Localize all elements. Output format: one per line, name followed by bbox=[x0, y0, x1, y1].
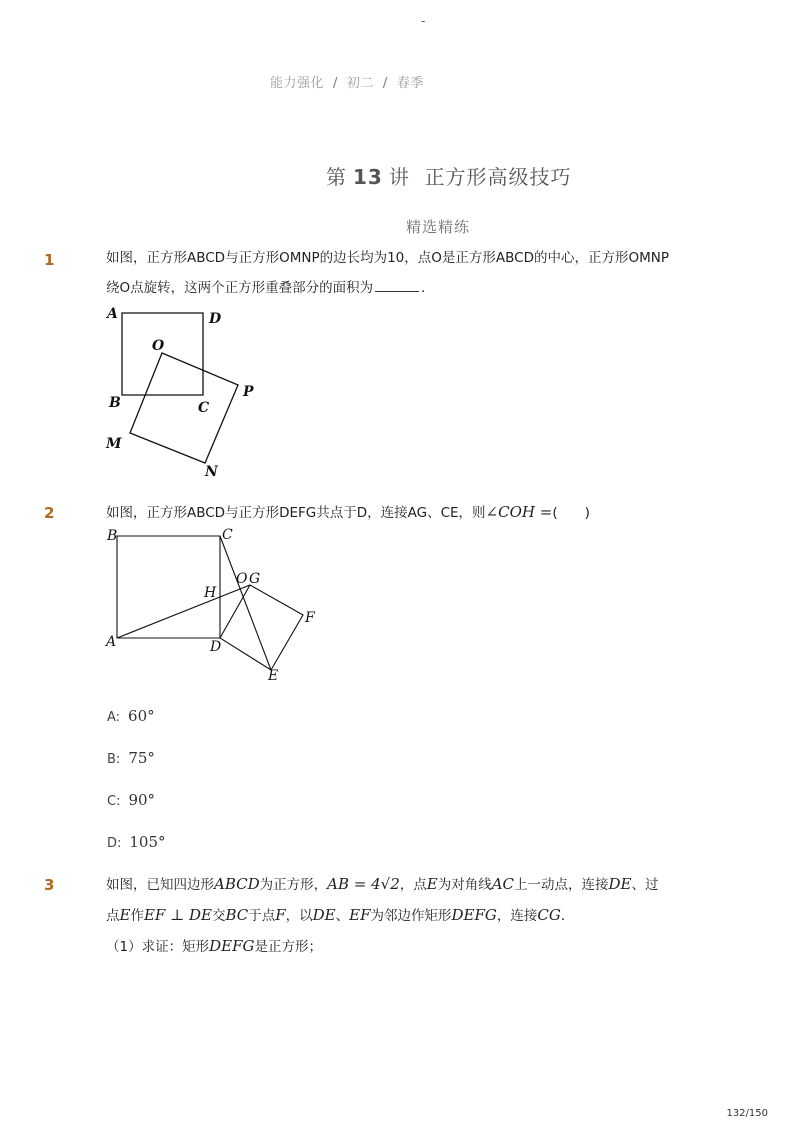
label-c: C bbox=[222, 527, 233, 543]
option-key: C: bbox=[107, 794, 121, 809]
label-e: E bbox=[268, 668, 279, 684]
lecture-name: 正方形高级技巧 bbox=[424, 165, 572, 189]
text-run: ，以 bbox=[285, 908, 313, 924]
label-o: O bbox=[152, 338, 165, 354]
label-p: P bbox=[243, 384, 254, 400]
label-b: B bbox=[109, 395, 121, 411]
option-key: D: bbox=[107, 836, 122, 851]
segment-ce bbox=[220, 536, 271, 670]
math-run: EF ⊥ DE bbox=[143, 906, 212, 924]
question-1-text bbox=[106, 243, 776, 303]
section-title: 精选精练 bbox=[406, 218, 471, 236]
option-d[interactable] bbox=[107, 833, 166, 851]
text-run: 为正方形， bbox=[259, 877, 328, 893]
label-a: A bbox=[107, 306, 118, 322]
question-2-stem: 如图，正方形ABCD与正方形DEFG共点于D，连接AG、CE，则 bbox=[106, 505, 486, 521]
label-g: G bbox=[249, 571, 261, 587]
label-h: H bbox=[204, 585, 217, 601]
text-run: 如图，已知四边形 bbox=[106, 877, 214, 893]
math-run: DEFG bbox=[451, 906, 497, 924]
label-n: N bbox=[205, 464, 218, 480]
option-value: 105° bbox=[129, 833, 166, 851]
math-run: BC bbox=[225, 906, 249, 924]
question-3-line-2 bbox=[106, 900, 776, 931]
text-run: 于点 bbox=[248, 908, 276, 924]
breadcrumb-separator: / bbox=[333, 76, 338, 91]
answer-blank[interactable] bbox=[375, 277, 419, 292]
question-2-text bbox=[106, 497, 776, 528]
question-2-figure bbox=[100, 525, 330, 685]
label-d: D bbox=[210, 639, 222, 655]
math-run: DE bbox=[312, 906, 336, 924]
text-run: 、 bbox=[335, 908, 350, 924]
breadcrumb bbox=[270, 72, 424, 91]
option-key: B: bbox=[107, 752, 121, 767]
text-run: 为邻边作矩形 bbox=[370, 908, 452, 924]
question-1-line-2-end: ． bbox=[421, 280, 435, 296]
question-2-paren: ( ) bbox=[552, 505, 590, 521]
label-b: B bbox=[107, 528, 118, 544]
math-run: E bbox=[119, 906, 131, 924]
text-run: 上一动点，连接 bbox=[514, 877, 609, 893]
math-run: E bbox=[426, 875, 438, 893]
top-dash: - bbox=[421, 14, 426, 28]
lecture-prefix: 第 bbox=[326, 165, 347, 189]
math-run: EF bbox=[349, 906, 371, 924]
question-number: 2 bbox=[44, 504, 55, 522]
lecture-number: 13 bbox=[353, 165, 383, 189]
math-run: AC bbox=[491, 875, 515, 893]
question-2-math: ∠COH = bbox=[485, 503, 553, 521]
text-run: ，点 bbox=[399, 877, 427, 893]
square-abcd bbox=[122, 313, 203, 395]
breadcrumb-item: 能力强化 bbox=[270, 76, 325, 91]
math-run: DEFG bbox=[209, 937, 255, 955]
label-a: A bbox=[106, 634, 117, 650]
label-f: F bbox=[305, 610, 315, 626]
label-o: O bbox=[236, 571, 248, 587]
math-run: AB = 4√2 bbox=[327, 875, 400, 893]
text-run: （1）求证：矩形 bbox=[106, 939, 210, 955]
text-run: 交 bbox=[211, 908, 226, 924]
option-a[interactable] bbox=[107, 707, 155, 725]
option-b[interactable] bbox=[107, 749, 155, 767]
math-run: CG bbox=[537, 906, 561, 924]
question-3-part-1 bbox=[106, 931, 776, 962]
option-key: A: bbox=[107, 710, 121, 725]
question-3-text bbox=[106, 869, 776, 962]
label-d: D bbox=[209, 311, 222, 327]
option-c[interactable] bbox=[107, 791, 155, 809]
text-run: 作 bbox=[130, 908, 144, 924]
lecture-suffix: 讲 bbox=[388, 165, 410, 189]
breadcrumb-item: 春季 bbox=[396, 76, 424, 91]
breadcrumb-item: 初二 bbox=[346, 76, 374, 91]
option-value: 60° bbox=[128, 707, 155, 725]
square-defg bbox=[220, 585, 303, 670]
question-1-line-2-text: 绕O点旋转，这两个正方形重叠部分的面积为 bbox=[106, 280, 374, 296]
text-run: 为对角线 bbox=[437, 877, 492, 893]
question-1-line-1: 如图，正方形ABCD与正方形OMNP的边长均为10，点O是正方形ABCD的中心，正方形OMNP bbox=[106, 250, 669, 266]
segment-ag bbox=[117, 585, 250, 638]
math-run: DE bbox=[608, 875, 632, 893]
text-run: 点 bbox=[106, 908, 120, 924]
text-run: 、过 bbox=[631, 877, 659, 893]
question-number: 3 bbox=[44, 876, 55, 894]
page-number: 132/150 bbox=[726, 1108, 768, 1119]
question-1-figure bbox=[100, 305, 270, 480]
label-c: C bbox=[198, 400, 210, 416]
square-omnp bbox=[130, 353, 238, 463]
math-run: F bbox=[275, 906, 286, 924]
text-run: ． bbox=[560, 908, 575, 924]
text-run: 是正方形； bbox=[254, 939, 322, 955]
option-value: 75° bbox=[128, 749, 155, 767]
text-run: ，连接 bbox=[496, 908, 538, 924]
math-run: ABCD bbox=[214, 875, 260, 893]
breadcrumb-separator: / bbox=[382, 76, 388, 91]
lecture-title bbox=[326, 161, 572, 190]
question-1-line-2 bbox=[106, 273, 776, 303]
option-value: 90° bbox=[128, 791, 156, 809]
question-3-line-1 bbox=[106, 869, 776, 900]
label-m: M bbox=[106, 436, 122, 452]
question-number: 1 bbox=[44, 251, 55, 269]
